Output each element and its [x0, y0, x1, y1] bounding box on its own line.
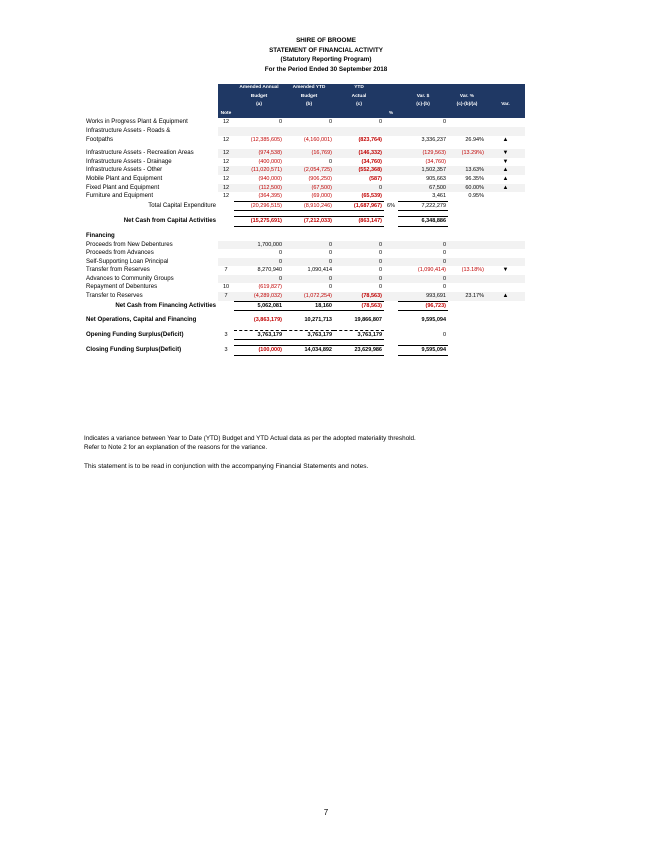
col-var-d-h1: Var. $: [398, 93, 448, 102]
variance-note-1: Indicates a variance between Year to Date (YTD) Budget and YTD Actual data as per the adopted materiality threshold.: [84, 435, 416, 442]
table-row: [84, 249, 525, 258]
row-budget: (619,827): [258, 284, 282, 291]
row-var-d: 0: [442, 250, 446, 257]
opening-var-d: 0: [442, 331, 446, 338]
statement-subtitle: (Statutory Reporting Program): [280, 56, 372, 64]
row-actual: 0: [378, 284, 382, 291]
total-capital-ytd-budget: (8,910,246): [284, 201, 334, 211]
row-var-d: 3,336,237: [421, 136, 446, 143]
table-row: [84, 266, 525, 275]
statement-period: For the Period Ended 30 September 2018: [264, 65, 388, 73]
closing-ytd-budget: 14,034,892: [284, 346, 334, 356]
row-label: Infrastructure Assets - Other: [86, 166, 163, 174]
row-pct: [384, 292, 398, 301]
row-pct: [384, 118, 398, 127]
row-pct: [384, 283, 398, 292]
table-row: [84, 283, 525, 292]
row-budget: (12,385,605): [250, 136, 282, 143]
col-budget-h3: (a): [234, 101, 284, 110]
row-variance-arrow: [486, 118, 525, 127]
row-ytd-budget: (16,769): [284, 149, 334, 158]
row-var-d: 0: [442, 284, 446, 291]
row-variance-arrow: ▲: [486, 184, 525, 193]
row-pct: [384, 136, 398, 145]
row-ytd-budget: [284, 127, 334, 136]
row-variance-arrow: ▲: [486, 166, 525, 175]
row-variance-arrow: [486, 192, 525, 201]
net-ops-budget: (3,863,179): [253, 317, 282, 324]
table-row: [84, 166, 525, 175]
col-var-p-h2: (c)-(b)/(a): [448, 101, 486, 110]
row-ytd-budget: 0: [328, 250, 332, 257]
row-actual: 0: [334, 258, 384, 267]
row-variance-arrow: ▲: [502, 175, 509, 182]
table-row: [84, 175, 525, 184]
closing-var-d: 9,595,094: [398, 346, 448, 356]
opening-note: 3: [224, 331, 228, 338]
row-actual: 0: [378, 119, 382, 126]
col-ytd-actual-h3: (c): [334, 101, 384, 110]
row-var-p: [448, 241, 486, 250]
row-label: Proceeds from Advances: [86, 249, 154, 257]
row-var-d: 0: [398, 275, 448, 284]
row-label: Mobile Plant and Equipment: [86, 174, 163, 182]
row-var-p: [448, 283, 486, 292]
row-var-d: (34,760): [425, 158, 446, 165]
capital-rows: [84, 118, 525, 201]
closing-note: 3: [224, 347, 228, 354]
net-ops-row: [84, 316, 525, 325]
closing-row: [84, 346, 525, 356]
net-capital-actual: (863,147): [334, 217, 384, 227]
table-row: [84, 149, 525, 158]
row-note: 7: [224, 267, 228, 274]
row-pct: [384, 175, 398, 184]
net-ops-var-d: 9,595,094: [421, 317, 446, 324]
row-ytd-budget: 0: [328, 119, 332, 126]
table-row: [84, 258, 525, 267]
row-label: Infrastructure Assets - Drainage: [86, 157, 172, 165]
col-ytd-actual-h2: Actual: [334, 93, 384, 102]
row-var-p: [448, 158, 486, 167]
row-var-d: 0: [442, 119, 446, 126]
row-var-p: (13.18%): [461, 267, 484, 274]
col-note-h: Note: [218, 110, 234, 119]
column-header-row-1: [84, 84, 525, 93]
table-row: [84, 241, 525, 250]
net-ops-label: Net Operations, Capital and Financing: [86, 316, 197, 324]
row-variance-arrow: [486, 241, 525, 250]
row-note: [218, 258, 234, 267]
row-ytd-budget: (67,500): [284, 184, 334, 193]
row-label: Infrastructure Assets - Roads &: [86, 126, 171, 134]
row-note: 12: [222, 119, 230, 126]
net-financing-ytd-budget: 18,160: [284, 301, 334, 311]
net-financing-label: Net Cash from Financing Activities: [115, 301, 216, 309]
row-ytd-budget: 0: [284, 275, 334, 284]
row-pct: [384, 149, 398, 158]
row-label: Fixed Plant and Equipment: [86, 183, 160, 191]
net-ops-actual: 19,866,807: [354, 317, 382, 324]
row-var-d: (1,090,414): [417, 267, 446, 274]
net-financing-var-d: (96,723): [398, 301, 448, 311]
row-var-d: 993,691: [398, 292, 448, 301]
row-actual: (552,368): [334, 166, 384, 175]
row-pct: [384, 184, 398, 193]
row-note: 12: [218, 184, 234, 193]
row-variance-arrow: [486, 127, 525, 136]
row-var-d: [398, 127, 448, 136]
net-ops-ytd-budget: 10,271,713: [304, 317, 332, 324]
row-var-d: 67,500: [398, 184, 448, 193]
statement-header: [0, 36, 652, 74]
row-label: Proceeds from New Debentures: [86, 240, 173, 248]
row-note: 7: [218, 292, 234, 301]
row-note: 12: [222, 193, 230, 200]
row-note: 12: [222, 158, 230, 165]
statement-title: STATEMENT OF FINANCIAL ACTIVITY: [269, 46, 383, 54]
col-pct-h: %: [384, 110, 398, 119]
row-pct: [384, 258, 398, 267]
closing-budget: (100,000): [234, 346, 284, 356]
net-capital-budget: (15,275,691): [234, 217, 284, 227]
row-actual: 0: [378, 267, 382, 274]
row-ytd-budget: 0: [328, 284, 332, 291]
row-pct: [384, 275, 398, 284]
financing-rows: [84, 241, 525, 302]
row-budget: (400,000): [258, 158, 282, 165]
row-note: 12: [218, 166, 234, 175]
col-ytd-budget-h1: Amended YTD: [284, 84, 334, 93]
financing-title-row: [84, 232, 525, 241]
row-variance-arrow: ▼: [502, 267, 509, 274]
row-variance-arrow: ▼: [502, 158, 509, 165]
row-actual: (34,760): [361, 158, 382, 165]
row-label: Transfer to Reserves: [86, 292, 143, 300]
col-ytd-budget-h3: (b): [284, 101, 334, 110]
row-note: [218, 127, 234, 136]
row-label: Works in Progress Plant & Equipment: [86, 118, 188, 126]
table-row: [84, 192, 525, 201]
row-ytd-budget: 0: [328, 158, 332, 165]
row-ytd-budget: 1,090,414: [307, 267, 332, 274]
col-ytd-actual-h1: YTD: [334, 84, 384, 93]
row-actual: (587): [369, 175, 382, 182]
table-row: [84, 292, 525, 301]
row-budget: [234, 127, 284, 136]
row-budget: 0: [234, 275, 284, 284]
row-variance-arrow: [486, 249, 525, 258]
financing-title: Financing: [86, 231, 115, 239]
row-actual: (78,563): [334, 292, 384, 301]
row-note: [218, 249, 234, 258]
row-label: Footpaths: [86, 135, 114, 143]
row-note: 12: [222, 136, 230, 143]
row-note: 10: [222, 284, 230, 291]
row-budget: 0: [278, 119, 282, 126]
row-var-d: 1,502,357: [398, 166, 448, 175]
row-ytd-budget: (4,160,001): [303, 136, 332, 143]
opening-row: [84, 330, 525, 340]
row-var-p: 13.63%: [448, 166, 486, 175]
org-name: SHIRE OF BROOME: [296, 37, 356, 44]
opening-label: Opening Funding Surplus(Deficit): [86, 330, 184, 338]
row-actual: (823,764): [358, 136, 382, 143]
row-ytd-budget: (1,072,254): [284, 292, 334, 301]
row-actual: (65,539): [361, 193, 382, 200]
row-budget: 8,270,940: [257, 267, 282, 274]
row-var-p: [448, 118, 486, 127]
total-capital-pct: 6%: [387, 202, 395, 209]
total-capital-budget: (20,296,515): [234, 201, 284, 211]
row-note: [218, 241, 234, 250]
col-ytd-budget-h2: Budget: [284, 93, 334, 102]
row-variance-arrow: [486, 283, 525, 292]
opening-ytd-budget: 3,763,179: [284, 330, 334, 340]
row-pct: [384, 266, 398, 275]
variance-note-2: Refer to Note 2 for an explanation of the reasons for the variance.: [84, 444, 268, 451]
row-var-p: 23.17%: [448, 292, 486, 301]
row-budget: (11,020,571): [234, 166, 284, 175]
net-capital-var-d: 6,348,886: [398, 217, 448, 227]
net-financing-row: [84, 301, 525, 311]
total-capital-var-d: 7,222,279: [398, 201, 448, 211]
financial-activity-table: [84, 84, 525, 356]
row-variance-arrow: [486, 258, 525, 267]
row-pct: [384, 166, 398, 175]
row-note: [218, 275, 234, 284]
row-ytd-budget: 0: [284, 258, 334, 267]
table-row: [84, 136, 525, 145]
opening-actual: 3,763,179: [334, 330, 384, 340]
row-ytd-budget: (69,000): [311, 193, 332, 200]
row-actual: (146,332): [334, 149, 384, 158]
row-label: Infrastructure Assets - Recreation Areas: [86, 149, 194, 157]
total-capital-label: Total Capital Expenditure: [148, 201, 216, 209]
row-label: Transfer from Reserves: [86, 266, 150, 274]
page-number: 7: [323, 808, 329, 817]
row-actual: 0: [378, 250, 382, 257]
row-note: 12: [222, 175, 230, 182]
total-capital-actual: (1,687,967): [334, 201, 384, 211]
total-capital-row: [84, 201, 525, 211]
table-row: [84, 127, 525, 136]
closing-actual: 23,629,986: [334, 346, 384, 356]
row-note: 12: [218, 149, 234, 158]
col-var-p-h1: Var. %: [448, 93, 486, 102]
col-budget-h1: Amended Annual: [234, 84, 284, 93]
row-variance-arrow: ▲: [502, 136, 509, 143]
row-variance-arrow: ▼: [486, 149, 525, 158]
row-budget: 0: [234, 258, 284, 267]
row-var-p: [448, 249, 486, 258]
table-row: [84, 118, 525, 127]
row-actual: [334, 127, 384, 136]
row-ytd-budget: (2,054,725): [284, 166, 334, 175]
conjunction-note: This statement is to be read in conjunction with the accompanying Financial Statements and notes.: [84, 463, 369, 470]
row-ytd-budget: (906,250): [308, 175, 332, 182]
variance-notes: [84, 434, 416, 452]
column-header-row-3: [84, 101, 525, 110]
row-var-d: 0: [398, 258, 448, 267]
row-pct: [384, 158, 398, 167]
row-budget: 1,700,000: [234, 241, 284, 250]
row-actual: 0: [334, 275, 384, 284]
row-var-p: [448, 275, 486, 284]
row-label: Repayment of Debentures: [86, 283, 158, 291]
row-pct: [384, 127, 398, 136]
closing-label: Closing Funding Surplus(Deficit): [86, 346, 182, 354]
net-capital-label: Net Cash from Capital Activities: [123, 217, 216, 225]
row-var-p: 60.00%: [448, 184, 486, 193]
table-row: [84, 184, 525, 193]
column-header-row-2: [84, 93, 525, 102]
table-row: [84, 275, 525, 284]
col-budget-h2: Budget: [234, 93, 284, 102]
col-var-d-h2: (c)-(b): [398, 101, 448, 110]
row-var-d: 0: [398, 241, 448, 250]
row-var-p: (13.29%): [448, 149, 486, 158]
table-row: [84, 158, 525, 167]
row-var-p: 0.95%: [468, 193, 484, 200]
row-budget: 0: [278, 250, 282, 257]
row-var-p: 96.35%: [465, 175, 484, 182]
row-pct: [384, 192, 398, 201]
row-var-p: [448, 258, 486, 267]
row-actual: 0: [334, 184, 384, 193]
opening-budget: 3,763,179: [234, 330, 284, 340]
row-budget: (364,395): [258, 193, 282, 200]
net-capital-ytd-budget: (7,212,033): [284, 217, 334, 227]
col-var-h: Var.: [486, 101, 525, 110]
row-label: Self-Supporting Loan Principal: [86, 257, 169, 265]
row-pct: [384, 249, 398, 258]
row-variance-arrow: [486, 275, 525, 284]
row-var-d: 3,461: [432, 193, 446, 200]
row-budget: (974,538): [234, 149, 284, 158]
row-pct: [384, 241, 398, 250]
row-var-d: 905,663: [426, 175, 446, 182]
row-ytd-budget: 0: [284, 241, 334, 250]
row-actual: 0: [334, 241, 384, 250]
row-label: Furniture and Equipment: [86, 192, 154, 200]
net-capital-row: [84, 217, 525, 227]
row-var-d: (129,563): [398, 149, 448, 158]
row-budget: (4,289,032): [234, 292, 284, 301]
net-financing-actual: (78,563): [334, 301, 384, 311]
row-variance-arrow: ▲: [486, 292, 525, 301]
row-var-p: 26.94%: [465, 136, 484, 143]
row-label: Advances to Community Groups: [86, 274, 174, 282]
row-budget: (940,000): [258, 175, 282, 182]
net-financing-budget: 5,062,081: [234, 301, 284, 311]
column-header-row-4: [84, 110, 525, 119]
row-budget: (112,500): [234, 184, 284, 193]
row-var-p: [448, 127, 486, 136]
